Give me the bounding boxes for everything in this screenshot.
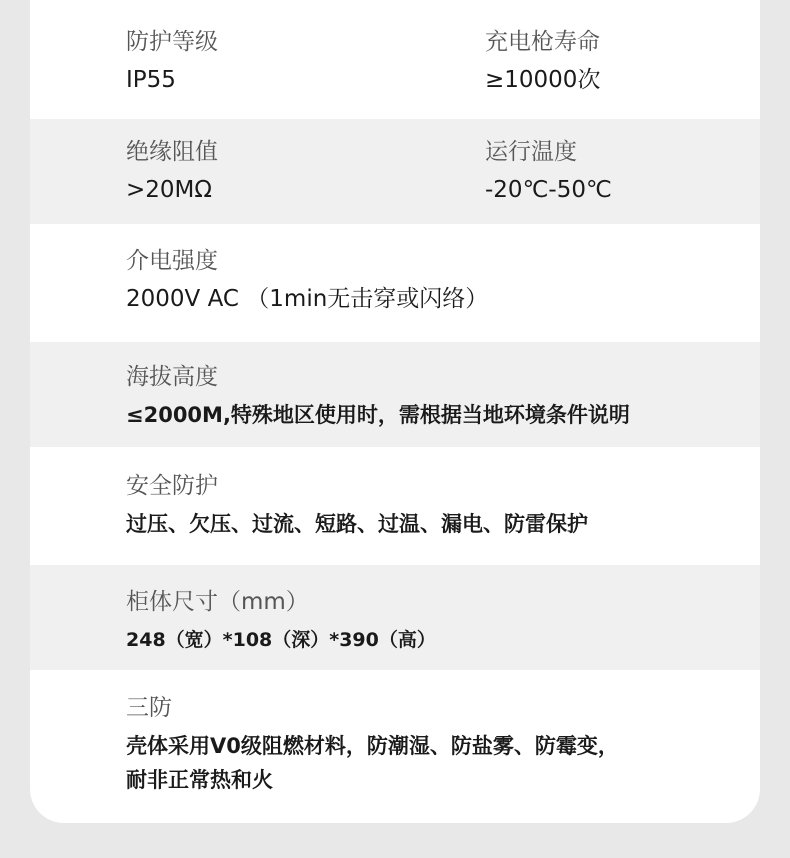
spec-label: 海拔高度 <box>126 364 218 390</box>
spec-cell-operating-temp <box>485 137 612 205</box>
spec-cell-gun-life <box>485 27 600 95</box>
spec-value: ≤2000M,特殊地区使用时，需根据当地环境条件说明 <box>126 403 630 427</box>
spec-row-protection <box>30 0 760 119</box>
spec-value: 2000V AC （1min无击穿或闪络） <box>126 286 489 312</box>
spec-cell-safety <box>126 471 588 539</box>
spec-label: 充电枪寿命 <box>485 29 600 55</box>
spec-value-line-2: 耐非正常热和火 <box>126 768 273 792</box>
spec-value: 过压、欠压、过流、短路、过温、漏电、防雷保护 <box>126 512 588 536</box>
spec-label: 介电强度 <box>126 248 218 274</box>
spec-row-cabinet-size <box>30 565 760 670</box>
spec-cell-dielectric <box>126 246 488 314</box>
spec-value: 248（宽）*108（深）*390（高） <box>126 629 436 651</box>
spec-row-insulation <box>30 119 760 224</box>
spec-label: 防护等级 <box>126 29 218 55</box>
spec-row-dielectric <box>30 224 760 342</box>
spec-value: IP55 <box>126 67 176 93</box>
spec-row-three-proof <box>30 670 760 823</box>
spec-cell-three-proof <box>126 693 726 797</box>
spec-cell-insulation <box>126 137 218 205</box>
spec-value <box>126 729 726 797</box>
spec-card <box>30 0 760 823</box>
spec-row-safety <box>30 447 760 565</box>
spec-value: -20℃-50℃ <box>485 177 612 203</box>
spec-cell-cabinet-size <box>126 587 436 655</box>
spec-label: 三防 <box>126 695 172 721</box>
spec-value: ≥10000次 <box>485 67 601 93</box>
spec-cell-protection-level <box>126 27 218 95</box>
spec-row-altitude <box>30 342 760 447</box>
spec-label: 运行温度 <box>485 139 577 165</box>
spec-label: 安全防护 <box>126 473 218 499</box>
spec-value: >20MΩ <box>126 177 212 203</box>
spec-label: 柜体尺寸（mm） <box>126 589 309 615</box>
spec-value-line-1: 壳体采用V0级阻燃材料，防潮湿、防盐雾、防霉变， <box>126 734 619 758</box>
spec-label: 绝缘阻值 <box>126 139 218 165</box>
spec-cell-altitude <box>126 362 630 430</box>
